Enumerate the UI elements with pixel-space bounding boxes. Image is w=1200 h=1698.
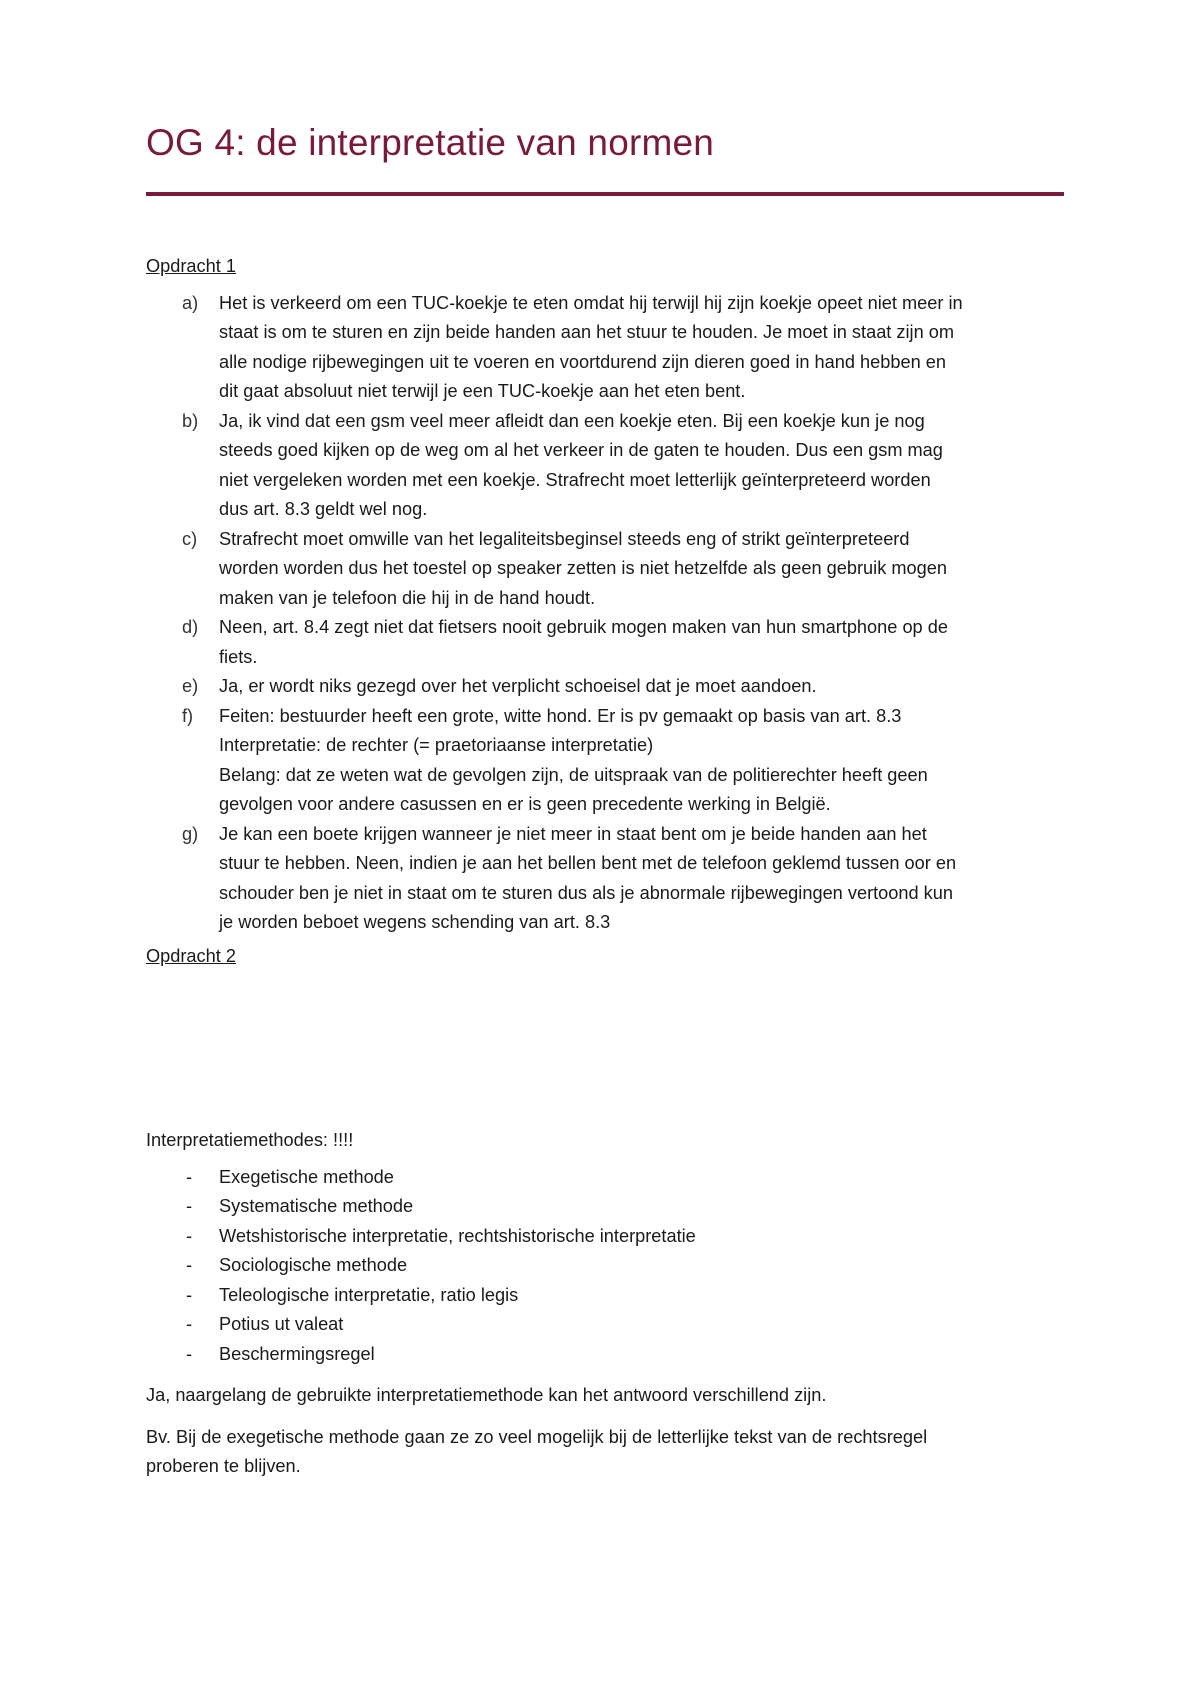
dash-bullet-icon: -: [186, 1225, 193, 1246]
title-divider: [146, 192, 1064, 196]
answer-marker: f): [182, 705, 194, 726]
opdracht-1-answers: [146, 289, 1066, 938]
dash-bullet-icon: -: [186, 1196, 193, 1216]
dash-bullet-icon: -: [186, 1343, 193, 1364]
answer-line: steeds goed kijken op de weg om al het verkeer in de gaten te houden. Dus een gsm mag: [219, 440, 943, 460]
answer-line: Belang: dat ze weten wat de gevolgen zijn, de uitspraak van de politierechter heeft geen: [219, 764, 928, 785]
answer-line: Het is verkeerd om een TUC-koekje te eten omdat hij terwijl hij zijn koekje opeet niet meer in: [219, 292, 963, 313]
method-item: [146, 1251, 1066, 1281]
answer-marker: a): [182, 292, 199, 313]
answer-line: Neen, art. 8.4 zegt niet dat fietsers nooit gebruik mogen maken van hun smartphone op de: [219, 617, 948, 637]
dash-bullet-icon: -: [186, 1166, 193, 1187]
method-label: Potius ut valeat: [219, 1314, 344, 1334]
answer-item: [146, 525, 1066, 614]
method-label: Sociologische methode: [219, 1255, 408, 1275]
conclusion-paragraph: Ja, naargelang de gebruikte interpretatiemethode kan het antwoord verschillend zijn.: [146, 1385, 827, 1405]
method-label: Systematische methode: [219, 1196, 414, 1216]
answer-item: [146, 407, 1066, 525]
answer-line: je worden beboet wegens schending van art. 8.3: [219, 912, 611, 932]
methods-intro: Interpretatiemethodes: !!!!: [146, 1130, 354, 1150]
answer-line: Ja, er wordt niks gezegd over het verplicht schoeisel dat je moet aandoen.: [219, 676, 817, 696]
answer-marker: c): [182, 528, 198, 549]
dash-bullet-icon: -: [186, 1314, 193, 1334]
method-item: [146, 1310, 1066, 1340]
example-line: Bv. Bij de exegetische methode gaan ze zo veel mogelijk bij de letterlijke tekst van de rechtsregel: [146, 1426, 928, 1447]
answer-line: staat is om te sturen en zijn beide handen aan het stuur te houden. Je moet in staat zijn om: [219, 322, 955, 342]
answer-line: fiets.: [219, 646, 258, 667]
dash-bullet-icon: -: [186, 1284, 193, 1305]
answer-item: [146, 289, 1066, 407]
answer-item: [146, 702, 1066, 820]
answer-item: [146, 672, 1066, 702]
method-label: Wetshistorische interpretatie, rechtshistorische interpretatie: [219, 1225, 696, 1246]
answer-line: Je kan een boete krijgen wanneer je niet meer in staat bent om je beide handen aan het: [219, 823, 927, 844]
blank-space: [146, 978, 1066, 1126]
method-item: [146, 1163, 1066, 1193]
method-label: Exegetische methode: [219, 1166, 394, 1187]
answer-marker: b): [182, 410, 199, 431]
answer-marker: g): [182, 823, 199, 844]
answer-line: maken van je telefoon die hij in de hand houdt.: [219, 587, 596, 608]
document-body: [146, 252, 1066, 1494]
answer-marker: e): [182, 676, 199, 696]
answer-line: alle nodige rijbewegingen uit te voeren en voortdurend zijn dieren goed in hand hebben en: [219, 351, 947, 372]
answer-line: dus art. 8.3 geldt wel nog.: [219, 499, 428, 519]
method-label: Teleologische interpretatie, ratio legis: [219, 1284, 519, 1305]
answer-line: Feiten: bestuurder heeft een grote, witte hond. Er is pv gemaakt op basis van art. 8.3: [219, 705, 902, 726]
method-item: [146, 1222, 1066, 1252]
example-paragraph: [146, 1423, 1066, 1482]
answer-line: gevolgen voor andere casussen en er is geen precedente werking in België.: [219, 794, 831, 814]
answer-line: worden worden dus het toestel op speaker zetten is niet hetzelfde als geen gebruik mogen: [219, 558, 947, 578]
answer-line: niet vergeleken worden met een koekje. Strafrecht moet letterlijk geïnterpreteerd worden: [219, 469, 931, 490]
method-item: [146, 1281, 1066, 1311]
answer-item: [146, 820, 1066, 938]
dash-bullet-icon: -: [186, 1255, 193, 1275]
method-item: [146, 1192, 1066, 1222]
answer-item: [146, 613, 1066, 672]
method-item: [146, 1340, 1066, 1370]
answer-line: dit gaat absoluut niet terwijl je een TUC-koekje aan het eten bent.: [219, 381, 746, 401]
opdracht-1-heading: Opdracht 1: [146, 256, 236, 276]
answer-line: Ja, ik vind dat een gsm veel meer afleidt dan een koekje eten. Bij een koekje kun je nog: [219, 410, 925, 431]
answer-line: Strafrecht moet omwille van het legaliteitsbeginsel steeds eng of strikt geïnterpreteerd: [219, 528, 910, 549]
example-line: proberen te blijven.: [146, 1456, 301, 1476]
method-label: Beschermingsregel: [219, 1343, 375, 1364]
answer-line: stuur te hebben. Neen, indien je aan het bellen bent met de telefoon geklemd tussen oor en: [219, 853, 957, 873]
answer-line: Interpretatie: de rechter (= praetoriaanse interpretatie): [219, 735, 654, 755]
answer-marker: d): [182, 617, 199, 637]
methods-list: [146, 1163, 1066, 1370]
opdracht-2-heading: Opdracht 2: [146, 945, 236, 966]
answer-line: schouder ben je niet in staat om te sturen dus als je abnormale rijbewegingen vertoond kun: [219, 882, 954, 903]
page-title: OG 4: de interpretatie van normen: [146, 122, 715, 163]
